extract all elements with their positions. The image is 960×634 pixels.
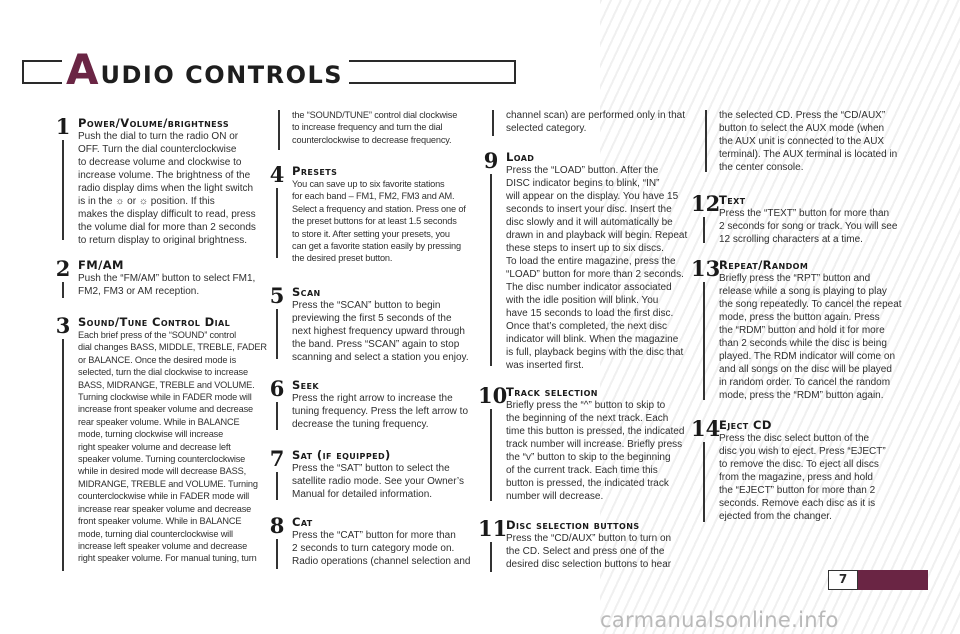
section-bar	[276, 402, 278, 430]
section-seek	[264, 378, 484, 436]
section-body: Each brief press of the “SOUND” control dial changes BASS, MIDDLE, TREBLE, FADER or BALANCE. Once the desired mode is selected, turn the dial clockwise to increase BASS, MIDRANGE, TREBLE and VOLUME. Turning clockwise while in FADER mode will increase front speaker volume and decrease rear speaker volume. While in BALANCE mode, turning clockwise will increase right speaker volume and decrease left speaker volume. Turning counterclockwise while in desired mode will decrease BASS, MIDRANGE, TREBLE and VOLUME. Turning counterclockwise while in FADER mode will increase rear speaker volume and decrease front speaker volume. While in BALANCE mode, turning dial counterclockwise will increase left speaker volume and decrease right speaker volume. For manual tuning, turn	[78, 330, 267, 564]
section-number: 13	[691, 256, 721, 281]
section-bar	[62, 140, 64, 240]
section-body: Briefly press the “^” button to skip to the beginning of the next track. Each time this button is pressed, the indicated track number will increase. Briefly press the “v” button to skip to the beginning of the current track. Each time this button is pressed, the indicated track number will decrease.	[506, 400, 685, 502]
continuation-bar	[278, 110, 280, 150]
continuation-bar	[705, 110, 707, 172]
section-bar	[490, 409, 492, 501]
section-bar	[62, 339, 64, 571]
section-body: Press the “CD/AUX” button to turn on the CD. Select and press one of the desired disc selection buttons to hear	[506, 533, 672, 570]
title-text: UDIO CONTROLS	[100, 61, 344, 89]
section-cat	[264, 515, 484, 573]
title-capital: A	[66, 45, 99, 94]
section-title: Eject CD	[719, 418, 772, 432]
section-bar	[490, 174, 492, 366]
footer-accent-block	[858, 570, 928, 590]
section-title: Track selection	[506, 385, 598, 399]
section-body: Push the dial to turn the radio ON or OFF. Turn the dial counterclockwise to decrease volume and clockwise to increase volume. The brightness of the radio display dims when the light switch is in the ☼ or ☼ position. If this makes the display difficult to read, press the volume dial for more than 2 seconds to return display to original brightness.	[78, 131, 256, 246]
section-text	[691, 193, 916, 249]
section-number: 10	[478, 383, 508, 408]
section-title: Text	[719, 193, 746, 207]
section-number: 4	[269, 162, 285, 187]
section-sat	[264, 448, 484, 506]
section-number: 8	[269, 513, 285, 538]
section-bar	[276, 188, 278, 258]
section-number: 14	[691, 416, 721, 441]
section-body: Push the “FM/AM” button to select FM1, FM2, FM3 or AM reception.	[78, 273, 256, 297]
section-bar	[276, 539, 278, 569]
section-bar	[703, 282, 705, 400]
page-header	[22, 45, 516, 94]
section-title: Sat (if equipped)	[292, 448, 391, 462]
continuation-bar	[492, 110, 494, 136]
section-title: Repeat/Random	[719, 258, 809, 272]
section-number: 3	[55, 313, 71, 338]
section-body: Press the “CAT” button for more than 2 seconds to turn category mode on. Radio operations (channel selection and	[292, 530, 471, 567]
section-bar	[490, 542, 492, 572]
section-title: Presets	[292, 164, 338, 178]
section-repeat-random	[691, 258, 916, 406]
section-number: 9	[483, 148, 499, 173]
section-title: Sound/Tune Control Dial	[78, 315, 231, 329]
section-body: Press the “SAT” button to select the satellite radio mode. See your Owner’s Manual for detailed information.	[292, 463, 464, 500]
section-eject-cd	[691, 418, 916, 528]
section-track-selection	[478, 385, 693, 507]
section-title: Scan	[292, 285, 321, 299]
section-body: Press the “LOAD” button. After the DISC indicator begins to blink, “IN” will appear on the display. You have 15 seconds to insert your disc. Insert the disc slowly and it will automatically be drawn in and playback will begin. Repeat these steps to insert up to six discs. To load the entire magazine, press the “LOAD” button for more than 2 seconds. The disc number indicator associated with the idle position will blink. You have 15 seconds to load the first disc. Once that’s completed, the next disc indicator will blink. When the magazine is full, playback begins with the disc that was inserted first.	[506, 165, 688, 371]
section-title: Disc selection buttons	[506, 518, 640, 532]
section-body: Press the “TEXT” button for more than 2 seconds for song or track. You will see 12 scrolling characters at a time.	[719, 208, 898, 245]
watermark: carmanualsonline.info	[600, 608, 839, 632]
section-number: 2	[55, 256, 71, 281]
section-fm-am	[50, 258, 280, 300]
section-bar	[276, 472, 278, 500]
section-presets	[264, 164, 484, 272]
section-bar	[276, 309, 278, 359]
section-disc-selection-continued: the selected CD. Press the “CD/AUX” button to select the AUX mode (when the AUX unit is connected to the AUX terminal). The AUX terminal is located in the center console.	[719, 110, 898, 173]
section-load	[478, 150, 693, 372]
section-title: Cat	[292, 515, 313, 529]
section-number: 11	[478, 516, 508, 541]
section-title: Power/Volume/brightness	[78, 116, 229, 130]
section-body: Briefly press the “RPT” button and release while a song is playing to play the song repeatedly. To cancel the repeat mode, press the button again. Press the “RDM” button and hold it for more than 2 seconds while the disc is being played. The RDM indicator will come on and all songs on the disc will be played in random order. To cancel the random mode, press the “RDM” button again.	[719, 273, 902, 401]
section-number: 1	[55, 114, 71, 139]
section-title: Load	[506, 150, 535, 164]
section-disc-selection	[478, 518, 693, 576]
section-title: Seek	[292, 378, 320, 392]
section-body: You can save up to six favorite stations for each band – FM1, FM2, FM3 and AM. Select a frequency and station. Press one of the preset buttons for at least 1.5 seconds to store it. After setting your presets, you can get a favorite station easily by pressing the desired preset button.	[292, 179, 466, 264]
page-title	[62, 45, 349, 94]
section-number: 5	[269, 283, 285, 308]
section-body: Press the disc select button of the disc you wish to eject. Press “EJECT” to remove the disc. To eject all discs from the magazine, press and hold the “EJECT” button for more than 2 seconds. Remove each disc as it is ejected from the changer.	[719, 433, 886, 522]
section-number: 12	[691, 191, 721, 216]
section-scan	[264, 285, 484, 367]
section-number: 6	[269, 376, 285, 401]
section-bar	[703, 217, 705, 243]
section-bar	[703, 442, 705, 522]
section-cat-continued: channel scan) are performed only in that selected category.	[506, 110, 685, 134]
section-bar	[62, 282, 64, 298]
section-body: Press the “SCAN” button to begin previewing the first 5 seconds of the next highest frequency upward through the band. Press “SCAN” again to stop scanning and select a station you enjoy.	[292, 300, 469, 363]
page-number: 7	[828, 570, 858, 590]
section-sound-tune-continued: the “SOUND/TUNE” control dial clockwise to increase frequency and turn the dial counterclockwise to decrease frequency.	[292, 110, 458, 145]
section-body: Press the right arrow to increase the tuning frequency. Press the left arrow to decrease the tuning frequency.	[292, 393, 469, 430]
section-power-volume	[50, 116, 280, 246]
section-number: 7	[269, 446, 285, 471]
section-sound-tune	[50, 315, 280, 577]
section-title: FM/AM	[78, 258, 124, 272]
